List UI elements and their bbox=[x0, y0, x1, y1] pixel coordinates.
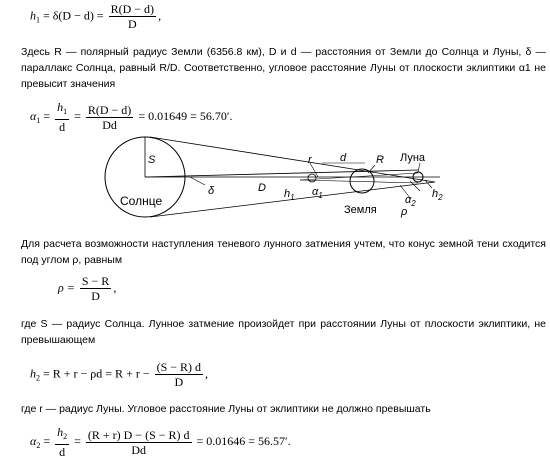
equation-h1: $h_1 = \delta(D - d)$ = $\frac{R(D - d)}{D}$ , bbox=[30, 2, 162, 31]
label-alpha2: $\alpha_2$ bbox=[405, 194, 416, 208]
equation-alpha2: $\alpha_2$ = $\frac{h_2}{d}$ = $\frac{(R + r) D - (S - R) d}{Dd}$ = 0.01646 = 56.57′. bbox=[30, 425, 291, 459]
earth-circle bbox=[350, 169, 374, 193]
label-alpha1: $\alpha_1$ bbox=[312, 186, 323, 200]
paragraph-1: Здесь R — полярный радиус Земли (6356.8 км), D и d — расстояния от Земли до Солнца и Луны, δ — параллакс Солнца, равный R/D. Соответственно, угловое расстояние Луны от плоскости эклиптики α1 не превысит значения bbox=[21, 46, 546, 90]
label-S: S bbox=[148, 154, 156, 166]
label-h2: $h_2$ bbox=[432, 188, 443, 202]
paragraph-3: где S — радиус Солнца. Лунное затмение произойдет при расстоянии Луны от плоскости эклиптики, не превышающем bbox=[21, 318, 546, 346]
equation-h2: $h_2 = R + r - \rho d = R + r$ − $\frac{(S - R) d}{D}$ , bbox=[30, 360, 209, 389]
equation-rho: ρ = $\frac{S - R}{D}$ , bbox=[58, 274, 117, 303]
label-rho: ρ bbox=[401, 206, 408, 218]
label-d: d bbox=[340, 152, 347, 164]
label-R: R bbox=[376, 154, 384, 166]
sun-label: Солнце bbox=[120, 194, 163, 208]
moon-label: Луна bbox=[400, 152, 426, 164]
paragraph-4: где r — радиус Луны. Угловое расстояние Луны от эклиптики не должно превышать bbox=[21, 403, 431, 415]
label-r: r bbox=[308, 154, 312, 166]
label-delta: δ bbox=[208, 185, 215, 197]
eclipse-diagram bbox=[0, 133, 550, 233]
label-D: D bbox=[258, 182, 266, 194]
label-h1: $h_1$ bbox=[284, 188, 295, 202]
equation-alpha1: $\alpha_1$ = $\frac{h_1}{d}$ = $\frac{R(D - d)}{Dd}$ = 0.01649 = 56.70′. bbox=[30, 100, 233, 134]
earth-label: Земля bbox=[344, 204, 377, 216]
paragraph-2: Для расчета возможности наступления теневого лунного затмения учтем, что конус земной тени сходится под углом ρ, равным bbox=[21, 238, 546, 266]
